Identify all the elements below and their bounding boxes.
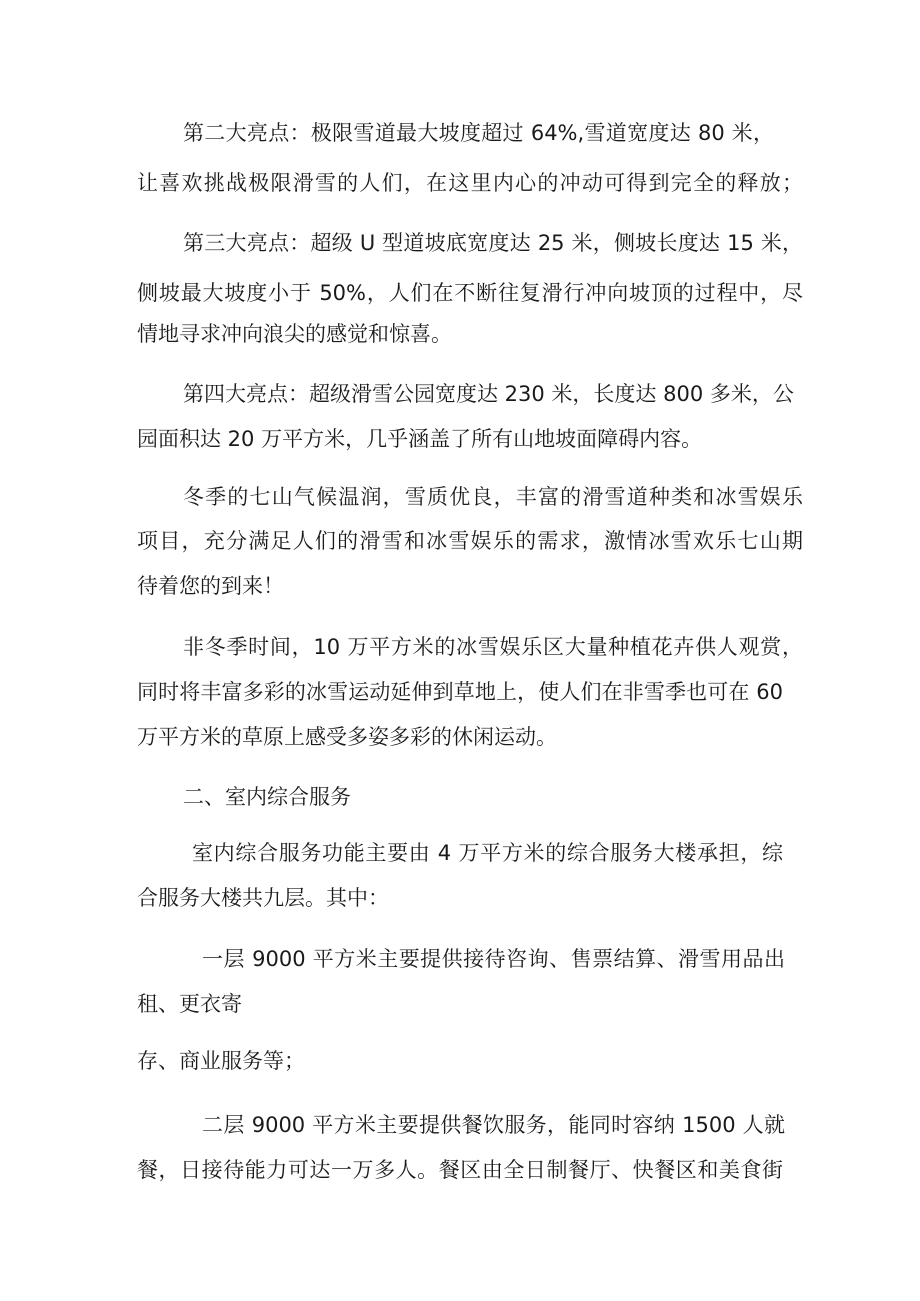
paragraph-highlight-2-line-1: 第二大亮点：极限雪道最大坡度超过 64%,雪道宽度达 80 米， — [183, 121, 774, 145]
paragraph-indoor-intro-line-1: 室内综合服务功能主要由 4 万平方米的综合服务大楼承担，综 — [192, 841, 783, 865]
paragraph-highlight-4-line-2: 园面积达 20 万平方米，几乎涵盖了所有山地坡面障碍内容。 — [137, 427, 703, 451]
paragraph-non-winter-line-1: 非冬季时间，10 万平方米的冰雪娱乐区大量种植花卉供人观赏， — [183, 635, 803, 659]
paragraph-floor-2-line-1: 二层 9000 平方米主要提供餐饮服务，能同时容纳 1500 人就 — [202, 1113, 785, 1137]
paragraph-non-winter-line-3: 万平方米的草原上感受多姿多彩的休闲运动。 — [137, 725, 557, 749]
paragraph-winter-climate-line-1: 冬季的七山气候温润，雪质优良，丰富的滑雪道种类和冰雪娱乐 — [183, 485, 803, 509]
section-heading: 二、室内综合服务 — [183, 785, 351, 809]
paragraph-highlight-4-line-1: 第四大亮点：超级滑雪公园宽度达 230 米，长度达 800 多米，公 — [183, 382, 794, 406]
paragraph-highlight-3-line-1: 第三大亮点：超级 U 型道坡底宽度达 25 米，侧坡长度达 15 米， — [183, 231, 803, 255]
paragraph-highlight-3-line-3: 情地寻求冲向浪尖的感觉和惊喜。 — [137, 322, 452, 346]
paragraph-floor-1-line-2: 租、更衣寄 — [137, 992, 242, 1016]
paragraph-highlight-3-line-2: 侧坡最大坡度小于 50%，人们在不断往复滑行冲向坡顶的过程中，尽 — [137, 281, 803, 305]
paragraph-floor-1-line-3: 存、商业服务等； — [137, 1049, 305, 1073]
paragraph-floor-2-line-2: 餐，日接待能力可达一万多人。餐区由全日制餐厅、快餐区和美食街 — [137, 1158, 783, 1182]
paragraph-winter-climate-line-2: 项目，充分满足人们的滑雪和冰雪娱乐的需求，激情冰雪欢乐七山期 — [137, 529, 803, 553]
paragraph-highlight-2-line-2: 让喜欢挑战极限滑雪的人们，在这里内心的冲动可得到完全的释放； — [137, 171, 803, 195]
paragraph-floor-1-line-1: 一层 9000 平方米主要提供接待咨询、售票结算、滑雪用品出 — [202, 947, 785, 971]
paragraph-non-winter-line-2: 同时将丰富多彩的冰雪运动延伸到草地上，使人们在非雪季也可在 60 — [137, 680, 783, 704]
paragraph-indoor-intro-line-2: 合服务大楼共九层。其中： — [137, 886, 389, 910]
paragraph-winter-climate-line-3: 待着您的到来！ — [137, 574, 284, 598]
